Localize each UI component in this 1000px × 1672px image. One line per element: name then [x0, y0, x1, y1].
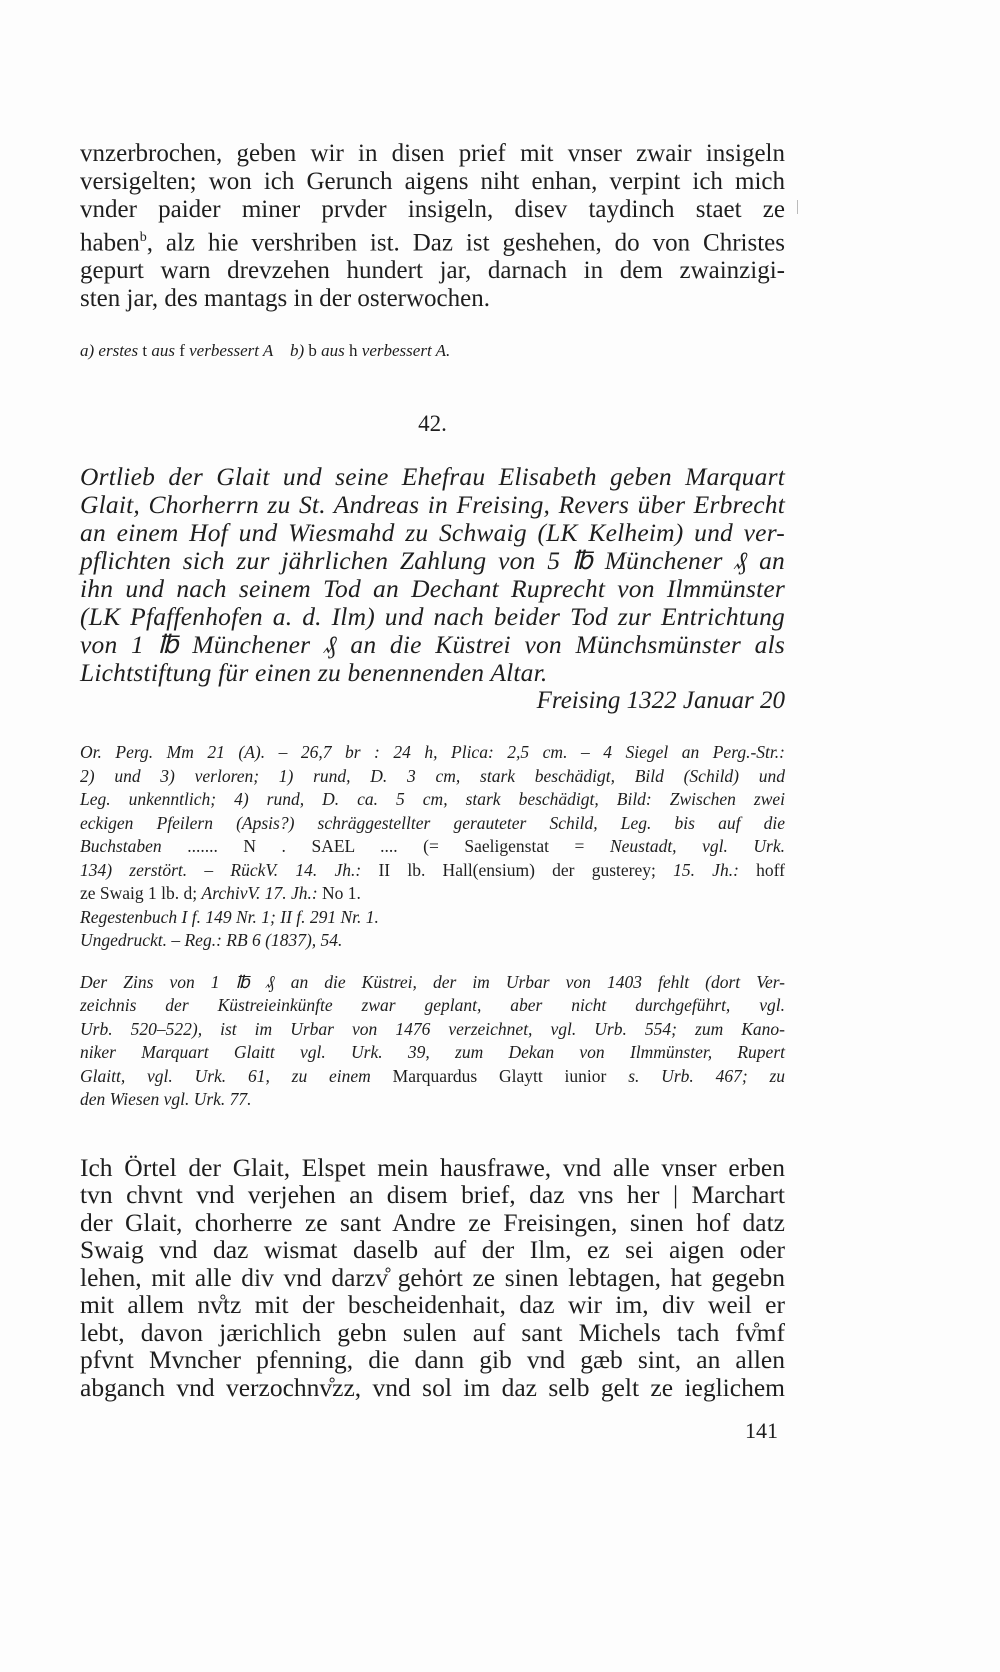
regest-line: Lichtstiftung für einen zu benennenden Altar.	[80, 658, 548, 688]
dateline: Freising 1322 Januar 20	[536, 687, 785, 715]
meta-fragment: No 1.	[322, 883, 361, 904]
meta-line: Regestenbuch I f. 149 Nr. 1; II f. 291 Nr. 1.	[80, 906, 379, 927]
source-description	[80, 741, 785, 953]
document-page	[80, 140, 785, 1401]
regest-line: Ortlieb der Glait und seine Ehefrau Elisabeth geben Marquart	[80, 462, 785, 492]
footnote-a-mid: aus	[151, 341, 175, 361]
text-line: versigelten; won ich Gerunch aigens niht enhan, verpint ich mich	[80, 168, 785, 195]
charter-text	[80, 1154, 785, 1402]
charter-line: der Glait, chorherre ze sant Andre ze Freisingen, sinen hof datz	[80, 1207, 785, 1237]
footnote-a-letter: t	[142, 341, 148, 361]
regest-line: Glait, Chorherrn zu St. Andreas in Freising, Revers über Erbrecht	[80, 490, 785, 520]
comment-line: niker Marquart Glaitt vgl. Urk. 39, zum Dekan von Ilmmünster, Rupert	[80, 1042, 785, 1063]
comment-fragment: Marquardus Glaytt iunior	[392, 1065, 607, 1086]
meta-line: Leg. unkenntlich; 4) rund, D. ca. 5 cm, stark beschädigt, Bild: Zwischen zwei	[80, 789, 785, 810]
meta-line	[80, 882, 785, 906]
footnote-b-end: verbessert A.	[361, 341, 451, 361]
meta-fragment: II lb. Hall(ensium) der gusterey;	[378, 859, 656, 880]
footnotes	[80, 341, 785, 361]
regest-line: von 1 ℔ Münchener ₰ an die Küstrei von Münchsmünster als	[80, 630, 785, 660]
footnote-b-mid: aus	[321, 341, 345, 361]
meta-fragment: ....... N . SAEL .... (= Saeligenstat =	[187, 836, 585, 857]
meta-fragment: ze Swaig 1 lb. d;	[80, 883, 198, 904]
meta-fragment: 15. Jh.:	[673, 859, 739, 880]
text-line: vnzerbrochen, geben wir in disen prief mit vnser zwair insigeln	[80, 140, 785, 167]
footnote-b-letter: b	[308, 341, 317, 361]
meta-fragment: Buchstaben	[80, 836, 162, 857]
meta-fragment: Neustadt, vgl. Urk.	[609, 836, 785, 857]
meta-line: Or. Perg. Mm 21 (A). – 26,7 br : 24 h, Plica: 2,5 cm. – 4 Siegel an Perg.-Str.:	[80, 742, 785, 763]
top-text-block	[80, 140, 785, 313]
document-number: 42.	[418, 411, 447, 437]
text-line: gepurt warn drevzehen hundert jar, darnach in dem zwainzigi-	[80, 257, 785, 285]
commentary	[80, 971, 785, 1112]
charter-line: abganch vnd verzochnv̊zz, vnd sol im daz selb gelt ze ieglichem	[80, 1372, 785, 1402]
charter-line: lebt, davon jærichlich gebn sulen auf sant Michels tach fv̊mf	[80, 1317, 785, 1347]
comment-line: Urb. 520–522), ist im Urbar von 1476 verzeichnet, vgl. Urb. 554; zum Kano-	[80, 1018, 785, 1039]
charter-line: Ich Örtel der Glait, Elspet mein hausfrawe, vnd alle vnser erben	[80, 1152, 785, 1182]
meta-fragment: ArchivV. 17. Jh.:	[201, 883, 318, 904]
footnote-a-end: verbessert A	[189, 341, 273, 361]
regest-line: pflichten sich zur jährlichen Zahlung von 5 ℔ Münchener ₰ an	[80, 546, 785, 576]
footnote-b-label: b)	[290, 341, 305, 361]
regest-line: (LK Pfaffenhofen a. d. Ilm) und nach beider Tod zur Entrichtung	[80, 602, 785, 632]
meta-line	[80, 859, 785, 883]
meta-line: Ungedruckt. – Reg.: RB 6 (1837), 54.	[80, 930, 343, 951]
meta-line: 2) und 3) verloren; 1) rund, D. 3 cm, stark beschädigt, Bild (Schild) und	[80, 765, 785, 786]
text-line	[80, 224, 785, 257]
charter-line: mit allem nv̊tz mit der bescheidenhait, daz wir im, div weil er	[80, 1290, 785, 1320]
comment-fragment: Glaitt, vgl. Urk. 61, zu einem	[80, 1065, 371, 1086]
margin-mark	[797, 200, 798, 214]
meta-fragment: hoff	[756, 859, 785, 880]
charter-line: Swaig vnd daz wismat daselb auf der Ilm, ez sei aigen oder	[80, 1235, 785, 1265]
text-line: sten jar, des mantags in der osterwochen.	[80, 285, 490, 313]
comment-line	[80, 1065, 785, 1089]
comment-line: Der Zins von 1 ℔ ₰ an die Küstrei, der im Urbar von 1403 fehlt (dort Ver-	[80, 971, 785, 992]
regest-block	[80, 463, 785, 687]
regest-line: an einem Hof und Wiesmahd zu Schwaig (LK Kelheim) und ver-	[80, 518, 785, 548]
charter-line: lehen, mit alle div vnd darzv̊ gehȯrt ze sinen lebtagen, hat gegebn	[80, 1262, 785, 1292]
text-line: vnder paider miner prvder insigeln, disev taydinch staet ze	[80, 196, 785, 223]
text-fragment: haben	[80, 229, 140, 257]
footnote-a-letter: f	[179, 341, 185, 361]
meta-fragment: 134) zerstört. – RückV. 14. Jh.:	[80, 859, 362, 880]
comment-fragment: s. Urb. 467; zu	[628, 1065, 786, 1086]
footnote-a-label: a) erstes	[80, 341, 139, 361]
comment-line: zeichnis der Küstreieinkünfte zwar geplant, aber nicht durchgeführt, vgl.	[80, 995, 785, 1016]
charter-line: pfvnt Mvncher pfenning, die dann gib vnd gæb sint, an allen	[80, 1345, 785, 1375]
footnote-marker: b	[139, 230, 147, 245]
text-fragment: , alz hie vershriben ist. Daz ist geshehen, do von Christes	[146, 229, 785, 257]
footnote-b-letter: h	[349, 341, 358, 361]
regest-line: ihn und nach seinem Tod an Dechant Ruprecht von Ilmmünster	[80, 574, 785, 604]
comment-line: den Wiesen vgl. Urk. 77.	[80, 1089, 252, 1110]
charter-line: tvn chvnt vnd verjehen an disem brief, daz vns her | Marchart	[80, 1180, 785, 1210]
meta-line: eckigen Pfeilern (Apsis?) schräggestellter gerauteter Schild, Leg. bis auf die	[80, 812, 785, 833]
page-number: 141	[745, 1418, 778, 1443]
meta-line	[80, 835, 785, 859]
